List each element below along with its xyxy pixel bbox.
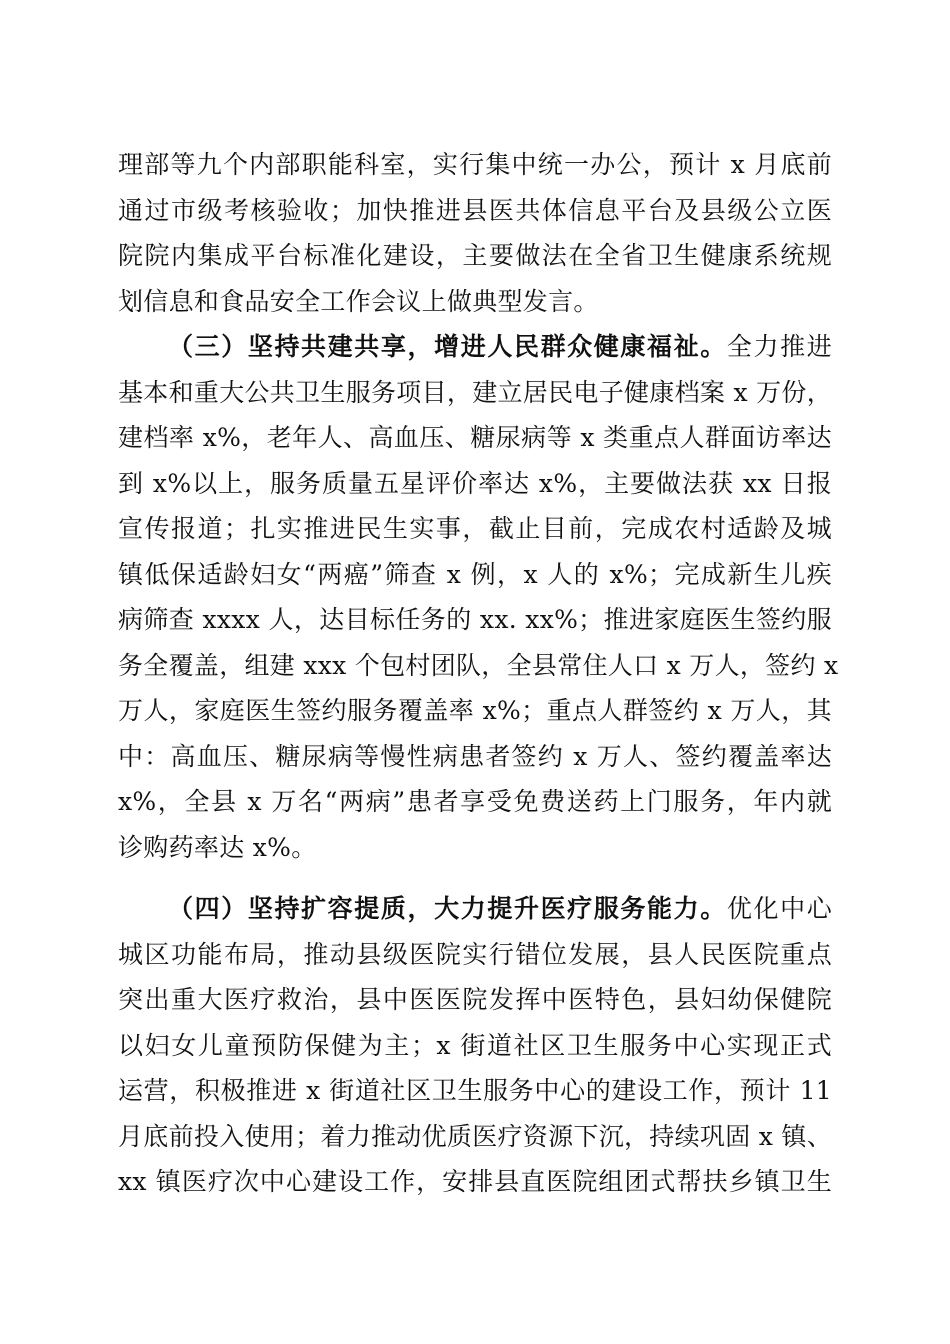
paragraph-line: 院院内集成平台标准化建设，主要做法在全省卫生健康系统规 bbox=[118, 241, 832, 270]
section-4-lead-text: 优化中心 bbox=[726, 894, 832, 923]
paragraph-line: 突出重大医疗救治，县中医医院发挥中医特色，县妇幼保健院 bbox=[118, 985, 832, 1014]
paragraph-line: x%，全县 x 万名“两病”患者享受免费送药上门服务，年内就 bbox=[118, 787, 832, 816]
paragraph-line: 基本和重大公共卫生服务项目，建立居民电子健康档案 x 万份， bbox=[118, 377, 832, 407]
paragraph-line: 通过市级考核验收；加快推进县医共体信息平台及县级公立医 bbox=[118, 195, 832, 225]
section-3-lead-text: 全力推进 bbox=[726, 332, 832, 361]
paragraph-line: 务全覆盖，组建 xxx 个包村团队，全县常住人口 x 万人，签约 x bbox=[118, 650, 839, 680]
paragraph-line: 宣传报道；扎实推进民生实事，截止目前，完成农村适龄及城 bbox=[118, 514, 832, 543]
paragraph-line: 理部等九个内部职能科室，实行集中统一办公，预计 x 月底前 bbox=[118, 150, 832, 179]
paragraph-line: 建档率 x%，老年人、高血压、糖尿病等 x 类重点人群面访率达 bbox=[118, 423, 832, 452]
section-4-heading: （四）坚持扩容提质，大力提升医疗服务能力。 bbox=[168, 894, 727, 923]
paragraph-line: 中：高血压、糖尿病等慢性病患者签约 x 万人、签约覆盖率达 bbox=[118, 741, 832, 771]
paragraph-line: 病筛查 xxxx 人，达目标任务的 xx. xx%；推进家庭医生签约服 bbox=[118, 605, 832, 634]
paragraph-line: 万人，家庭医生签约服务覆盖率 x%；重点人群签约 x 万人，其 bbox=[118, 696, 832, 725]
document-body bbox=[118, 142, 839, 1205]
paragraph-line: 诊购药率达 x%。 bbox=[118, 832, 317, 862]
section-3-first-line bbox=[118, 324, 832, 370]
paragraph-line: 城区功能布局，推动县级医院实行错位发展，县人民医院重点 bbox=[118, 939, 832, 969]
paragraph-line: 运营，积极推进 x 街道社区卫生服务中心的建设工作，预计 11 bbox=[118, 1076, 832, 1105]
section-3-heading: （三）坚持共建共享，增进人民群众健康福祉。 bbox=[168, 332, 727, 361]
section-4-first-line bbox=[118, 886, 832, 932]
paragraph-line: xx 镇医疗次中心建设工作，安排县直医院组团式帮扶乡镇卫生 bbox=[118, 1167, 832, 1196]
paragraph-line: 到 x%以上，服务质量五星评价率达 x%，主要做法获 xx 日报 bbox=[118, 468, 832, 498]
paragraph-line: 划信息和食品安全工作会议上做典型发言。 bbox=[118, 286, 599, 316]
paragraph-line: 月底前投入使用；着力推动优质医疗资源下沉，持续巩固 x 镇、 bbox=[118, 1121, 832, 1151]
paragraph-line: 以妇女儿童预防保健为主；x 街道社区卫生服务中心实现正式 bbox=[118, 1030, 832, 1060]
paragraph-line: 镇低保适龄妇女“两癌”筛查 x 例，x 人的 x%；完成新生儿疾 bbox=[118, 559, 832, 589]
